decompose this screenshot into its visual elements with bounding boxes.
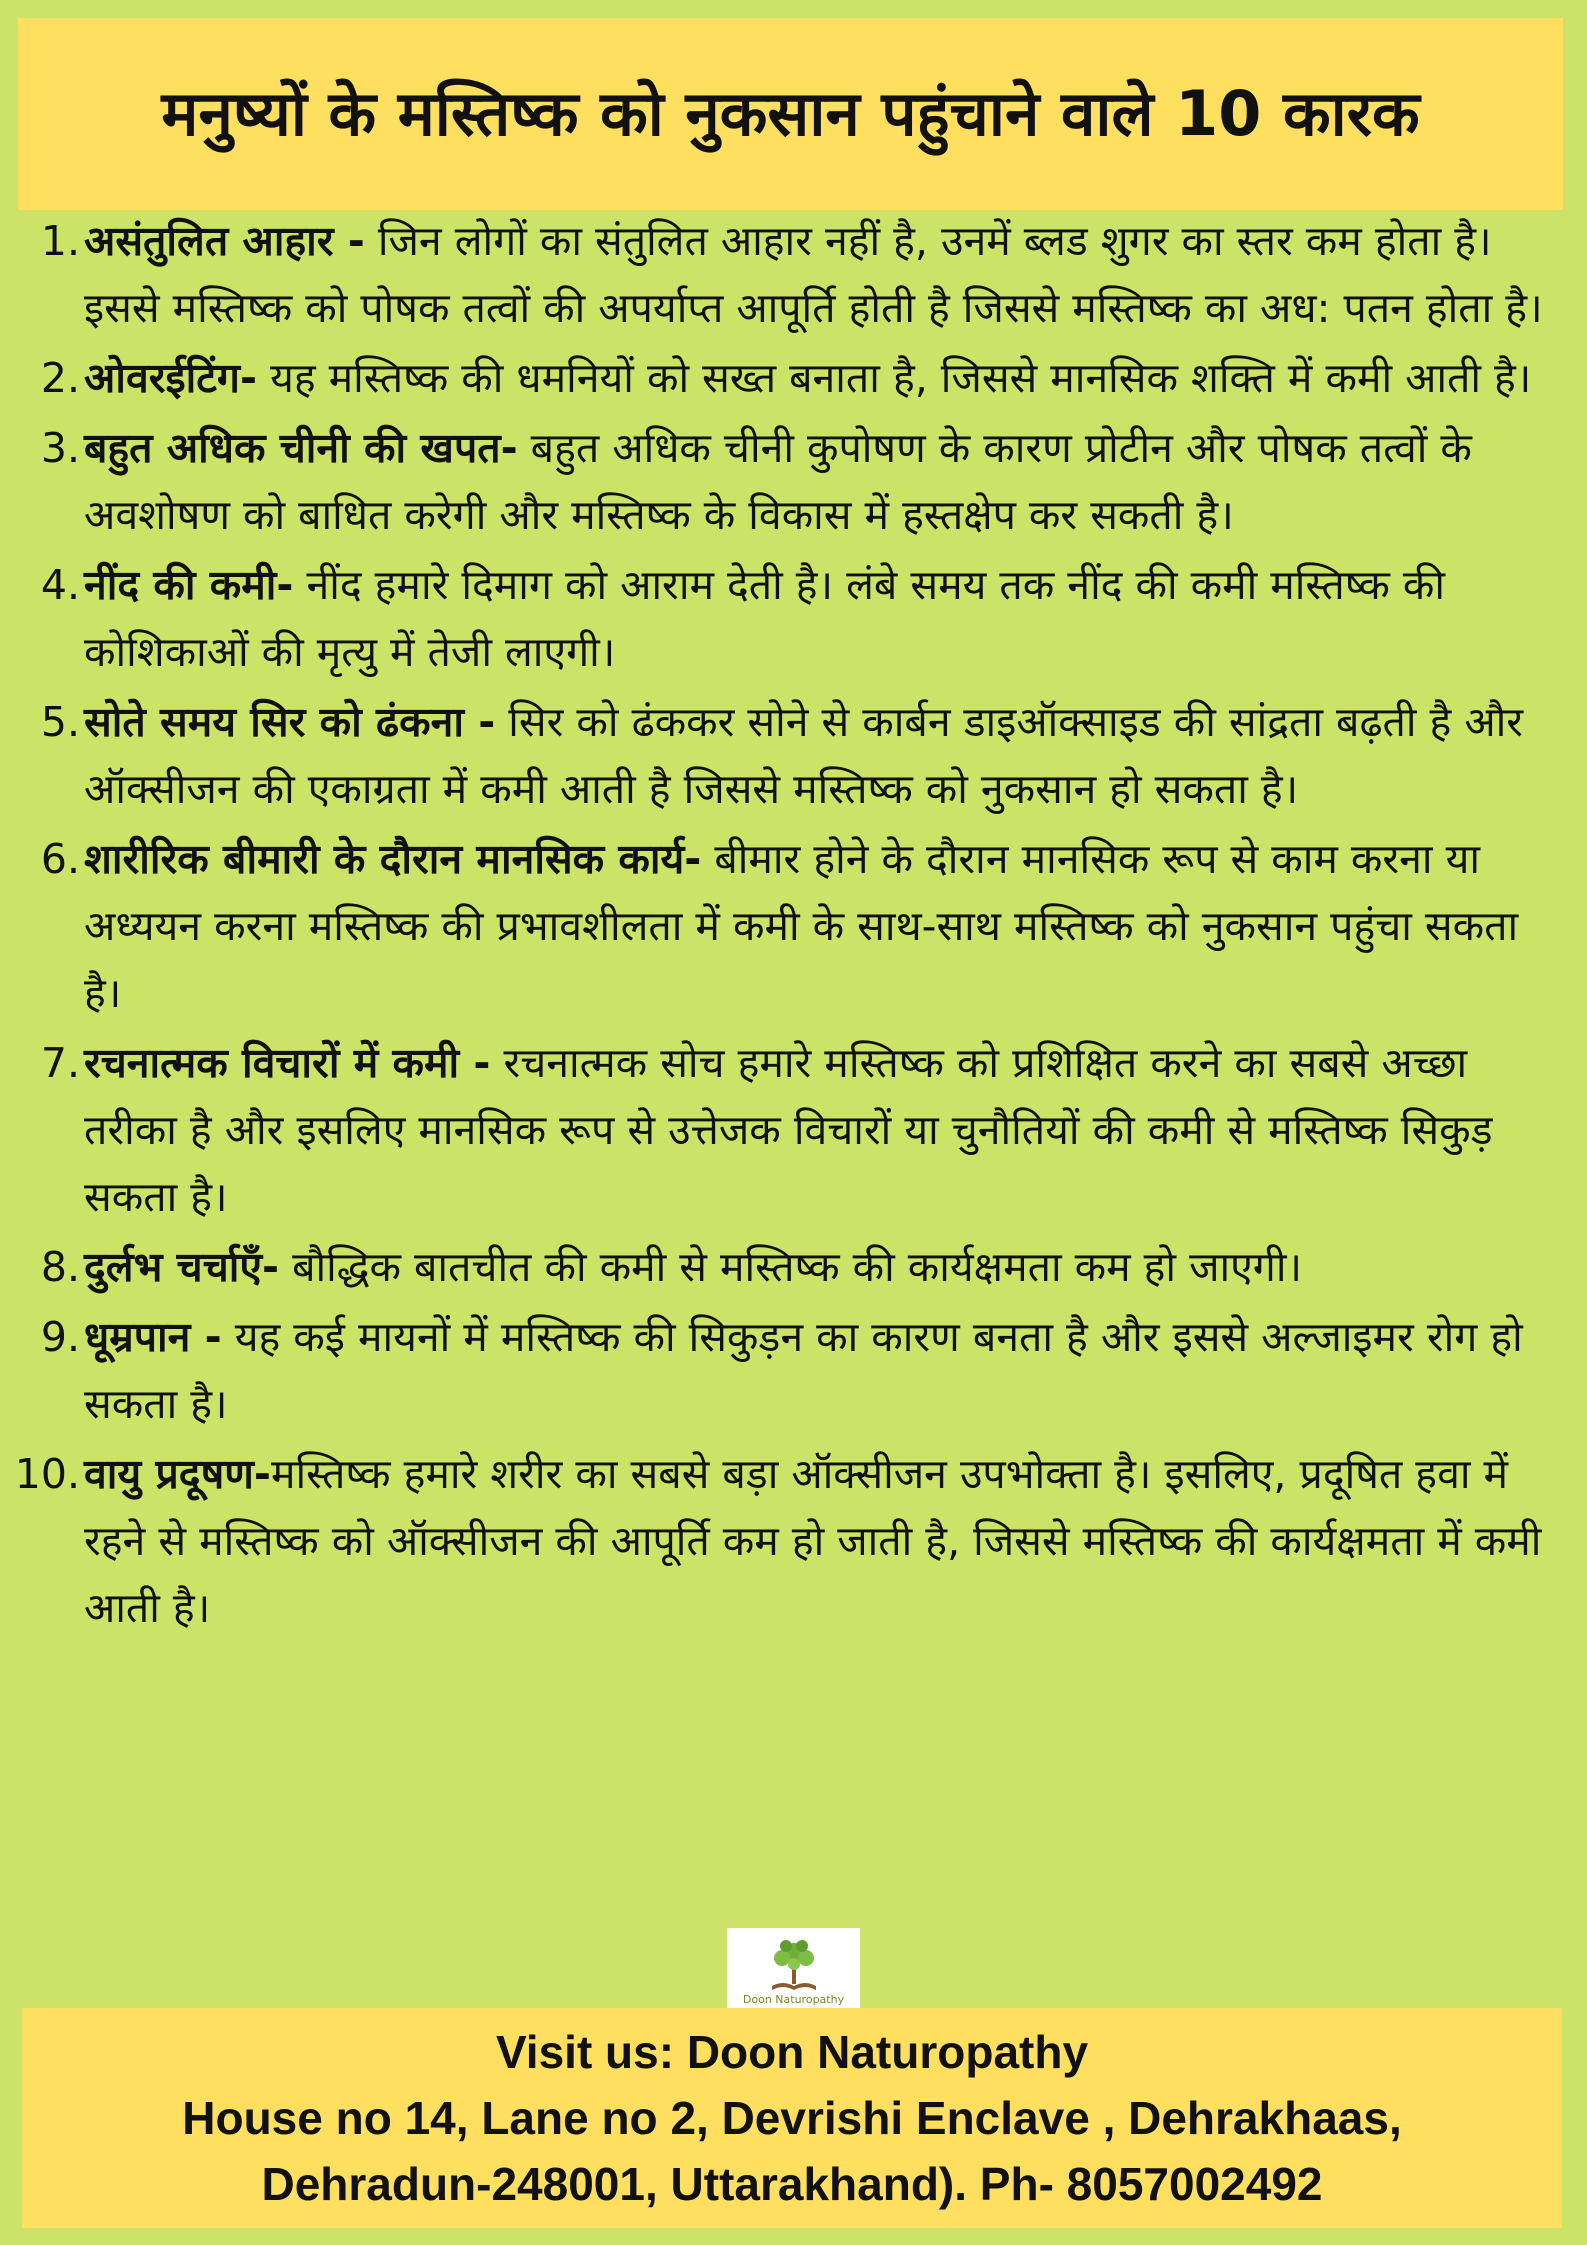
item-number: 9.	[40, 1313, 80, 1361]
item-number: 7.	[40, 1039, 80, 1087]
page-title: मनुष्यों के मस्तिष्क को नुकसान पहुंचाने वाले 10 कारक	[161, 77, 1420, 150]
list-item	[0, 552, 1587, 686]
list-item	[0, 1441, 1587, 1642]
footer-banner	[22, 2008, 1562, 2228]
item-heading: ओवरईटिंग-	[84, 354, 258, 402]
item-number: 2.	[40, 354, 80, 402]
item-heading: शारीरिक बीमारी के दौरान मानसिक कार्य-	[84, 835, 702, 883]
item-text: बौद्धिक बातचीत की कमी से मस्तिष्क की कार्यक्षमता कम हो जाएगी।	[279, 1243, 1303, 1291]
tree-book-icon	[764, 1938, 824, 1994]
item-number: 6.	[40, 835, 80, 883]
item-number: 4.	[40, 561, 80, 609]
factor-list	[0, 208, 1587, 1645]
item-heading: बहुत अधिक चीनी की खपत-	[84, 424, 518, 472]
item-heading: रचनात्मक विचारों में कमी -	[84, 1039, 491, 1087]
list-item	[0, 826, 1587, 1027]
list-item	[0, 1234, 1587, 1301]
item-number: 5.	[40, 698, 80, 746]
item-text: रचनात्मक सोच हमारे मस्तिष्क को प्रशिक्षित करने का सबसे अच्छा तरीका है और इसलिए मानसिक रूप से उत्तेजक विचारों या चुनौतियों की कमी से मस्तिष्क सिकुड़ सकता है।	[84, 1039, 1493, 1221]
item-heading: सोते समय सिर को ढंकना -	[84, 698, 496, 746]
list-item	[0, 415, 1587, 549]
title-banner	[18, 18, 1563, 210]
item-number: 10.	[14, 1450, 80, 1498]
logo-text: Doon Naturopathy	[742, 1993, 845, 2006]
item-text: बीमार होने के दौरान मानसिक रूप से काम करना या अध्ययन करना मस्तिष्क की प्रभावशीलता में कमी के साथ-साथ मस्तिष्क को नुकसान पहुंचा सकता है।	[84, 835, 1519, 1017]
list-item	[0, 1030, 1587, 1231]
list-item	[0, 345, 1587, 412]
footer-address-line: House no 14, Lane no 2, Devrishi Enclave , Dehrakhaas,	[182, 2092, 1402, 2144]
list-item	[0, 1304, 1587, 1438]
item-text: मस्तिष्क हमारे शरीर का सबसे बड़ा ऑक्सीजन उपभोक्ता है। इसलिए, प्रदूषित हवा में रहने से मस्तिष्क को ऑक्सीजन की आपूर्ति कम हो जाती है, जिससे मस्तिष्क की कार्यक्षमता में कमी आती है।	[84, 1450, 1542, 1632]
item-text: नींद हमारे दिमाग को आराम देती है। लंबे समय तक नींद की कमी मस्तिष्क की कोशिकाओं की मृत्यु में तेजी लाएगी।	[84, 561, 1446, 676]
item-number: 8.	[40, 1243, 80, 1291]
item-text: यह मस्तिष्क की धमनियों को सख्त बनाता है, जिससे मानसिक शक्ति में कमी आती है।	[257, 354, 1532, 402]
item-number: 3.	[40, 424, 80, 472]
item-text: जिन लोगों का संतुलित आहार नहीं है, उनमें ब्लड शुगर का स्तर कम होता है। इससे मस्तिष्क को पोषक तत्वों की अपर्याप्त आपूर्ति होती है जिससे मस्तिष्क का अध: पतन होता है।	[84, 217, 1543, 332]
item-heading: धूम्रपान -	[84, 1313, 222, 1361]
item-text: बहुत अधिक चीनी कुपोषण के कारण प्रोटीन और पोषक तत्वों के अवशोषण को बाधित करेगी और मस्तिष्क के विकास में हस्तक्षेप कर सकती है।	[84, 424, 1472, 539]
item-heading: नींद की कमी-	[84, 561, 294, 609]
footer-visit-line: Visit us: Doon Naturopathy	[495, 2026, 1089, 2078]
item-text: यह कई मायनों में मस्तिष्क की सिकुड़न का कारण बनता है और इससे अल्जाइमर रोग हो सकता है।	[84, 1313, 1523, 1428]
item-text: सिर को ढंककर सोने से कार्बन डाइऑक्साइड की सांद्रता बढ़ती है और ऑक्सीजन की एकाग्रता में कमी आती है जिससे मस्तिष्क को नुकसान हो सकता है।	[84, 698, 1524, 813]
logo	[727, 1928, 860, 2010]
item-heading: दुर्लभ चर्चाएँ-	[84, 1243, 280, 1291]
item-number: 1.	[40, 217, 80, 265]
list-item	[0, 689, 1587, 823]
item-heading: वायु प्रदूषण-	[84, 1450, 271, 1498]
list-item	[0, 208, 1587, 342]
footer-city-phone-line: Dehradun-248001, Uttarakhand). Ph- 8057002492	[261, 2158, 1323, 2210]
item-heading: असंतुलित आहार -	[84, 217, 365, 265]
